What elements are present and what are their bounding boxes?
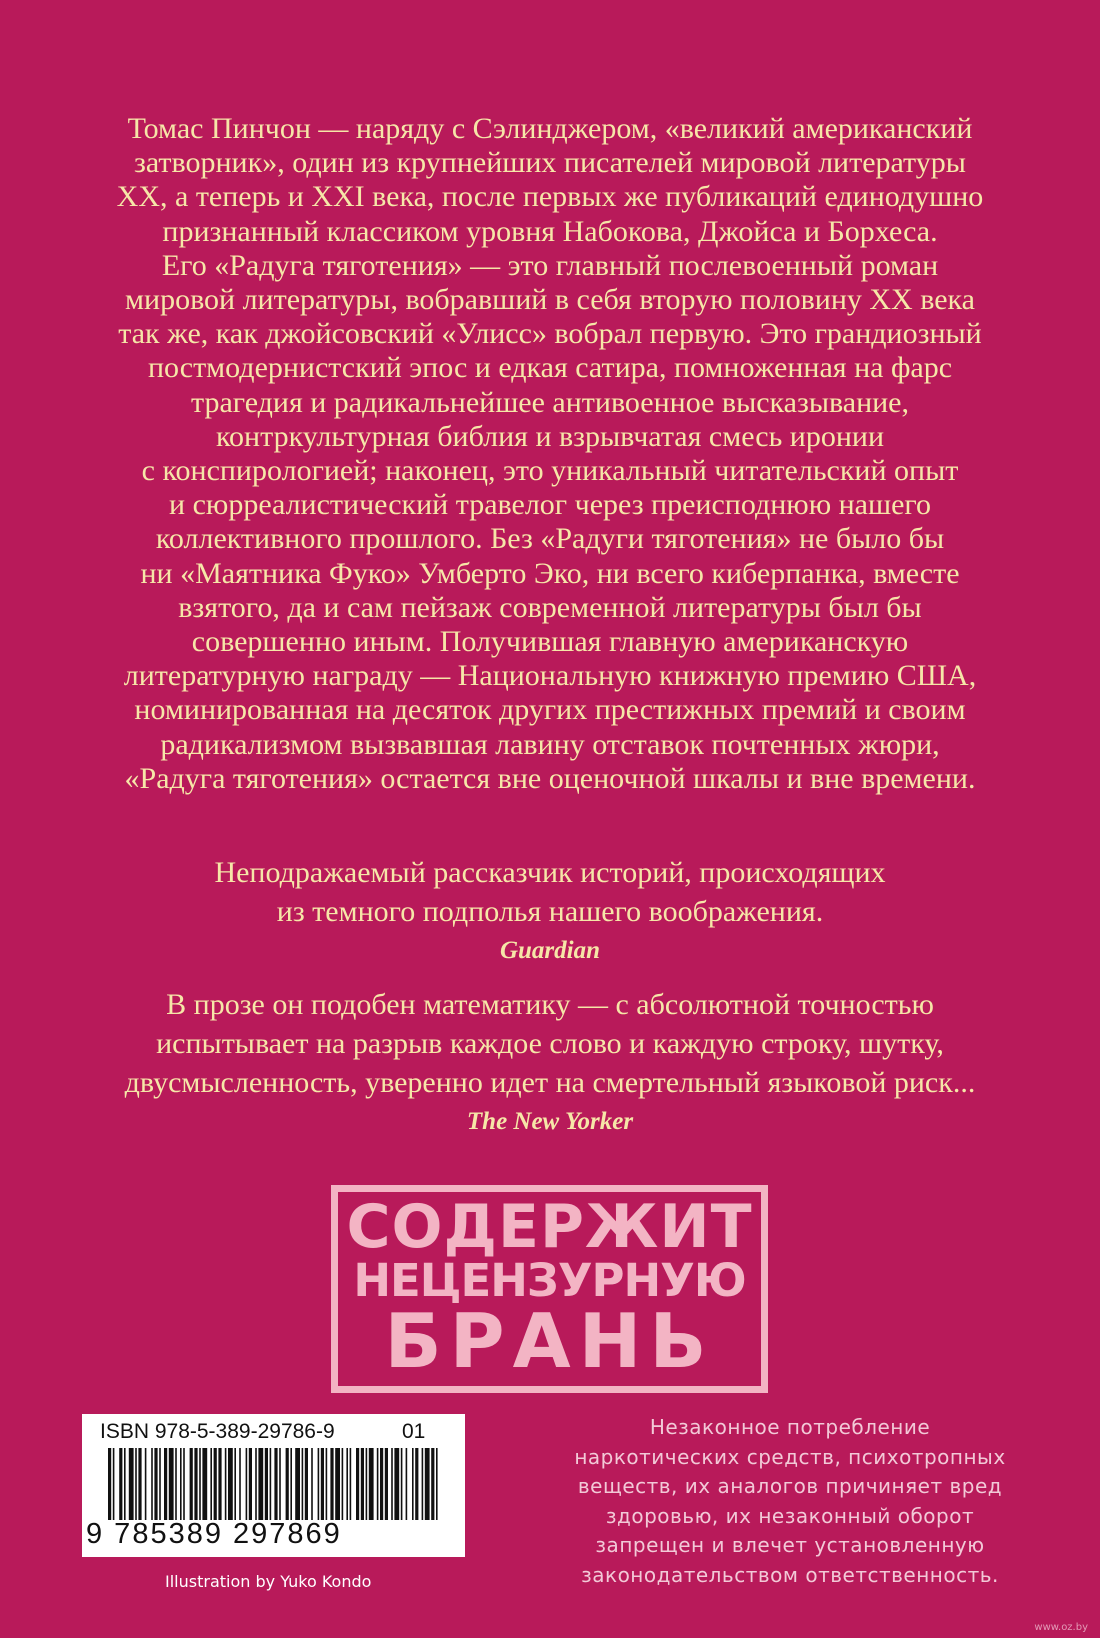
barcode-bar	[385, 1448, 388, 1520]
barcode-bar	[401, 1448, 403, 1520]
barcode-bar	[258, 1448, 263, 1520]
barcode-bar	[202, 1448, 207, 1520]
warning-line: веществ, их аналогов причиняет вред	[577, 1474, 1003, 1498]
barcode-bar	[214, 1448, 217, 1520]
barcode-bar	[302, 1448, 304, 1520]
barcode-bar	[234, 1448, 236, 1520]
blurb-line: мировой литературы, вобравший в себя вторую половину XX века	[125, 283, 975, 317]
isbn-barcode	[82, 1414, 465, 1557]
blurb-line: XX, а теперь и XXI века, после первых же публикаций единодушно	[116, 180, 984, 214]
profanity-warning-stamp	[331, 1185, 768, 1393]
barcode-bar	[391, 1448, 393, 1520]
site-watermark: www.oz.by	[1034, 1622, 1088, 1633]
barcode-bar	[159, 1448, 161, 1520]
barcode-bar	[108, 1448, 111, 1520]
blurb-line: совершенно иным. Получившая главную американскую	[191, 625, 909, 659]
warning-line: Незаконное потребление	[649, 1415, 931, 1439]
blurb-line: «Радуга тяготения» остается вне оценочной шкалы и вне времени.	[124, 761, 976, 795]
barcode-bar	[436, 1448, 438, 1520]
barcode-bar	[274, 1448, 277, 1520]
barcode-bar	[361, 1448, 364, 1520]
review-quote-guardian	[86, 853, 1014, 970]
illustration-credit: Illustration by Yuko Kondo	[165, 1572, 372, 1591]
blurb-line: Его «Радуга тяготения» — это главный послевоенный роман	[161, 248, 939, 282]
blurb-line: трагедия и радикальнейшее антивоенное высказывание,	[191, 385, 909, 419]
quote-line: двусмысленность, уверенно идет на смертельный языковой риск...	[124, 1066, 976, 1099]
barcode-bar	[265, 1448, 268, 1520]
barcode-bar	[145, 1448, 147, 1520]
ean-digits: 9 785389 297869	[86, 1518, 342, 1550]
barcode-bar	[154, 1448, 157, 1520]
barcode-bar	[129, 1448, 134, 1520]
barcode-bar	[255, 1448, 257, 1520]
barcode-bar	[295, 1448, 300, 1520]
quote-line: В прозе он подобен математику — с абсолютной точностью	[166, 988, 934, 1021]
barcode-bar	[335, 1448, 340, 1520]
barcode-bar	[311, 1448, 313, 1520]
blurb-line: номинированная на десяток других престижных премий и своим	[134, 693, 966, 727]
barcode-bar	[318, 1448, 320, 1520]
blurb-line: постмодернистский эпос и едкая сатира, помноженная на фарс	[147, 351, 953, 385]
barcode-bar	[175, 1448, 177, 1520]
quote-line: из темного подполья нашего воображения.	[276, 895, 824, 928]
barcode-bar	[346, 1448, 348, 1520]
quote-line: Неподражаемый рассказчик историй, происходящих	[214, 856, 886, 889]
barcode-bar	[194, 1448, 197, 1520]
barcode-bar	[425, 1448, 430, 1520]
blurb-line: ни «Маятника Фуко» Умберто Эко, ни всего киберпанка, вместе	[140, 556, 960, 590]
barcode-bar	[380, 1448, 383, 1520]
barcode-bar	[138, 1448, 141, 1520]
blurb-line: радикализмом вызвавшая лавину отставок почтенных жюри,	[160, 727, 940, 761]
barcode-bar	[113, 1448, 115, 1520]
barcode-bar	[356, 1448, 359, 1520]
barcode-bar	[366, 1448, 368, 1520]
blurb-line: с конспирологией; наконец, это уникальный читательский опыт	[141, 454, 959, 488]
blurb-line: затворник», один из крупнейших писателей мировой литературы	[134, 146, 966, 180]
barcode-bar	[239, 1448, 241, 1520]
blurb-line: Томас Пинчон — наряду с Сэлинджером, «великий американский	[127, 112, 973, 145]
warning-line: запрещен и влечет установленную	[595, 1533, 985, 1557]
barcode-bar	[412, 1448, 414, 1520]
barcode-bar	[422, 1448, 424, 1520]
barcode-bar	[151, 1448, 153, 1520]
barcode-bar	[180, 1448, 182, 1520]
barcode-bar	[190, 1448, 193, 1520]
barcode-bar	[183, 1448, 185, 1520]
barcode-addon-label: 01	[402, 1420, 426, 1443]
barcode-bar	[119, 1448, 122, 1520]
drug-warning	[530, 1413, 1050, 1590]
quote-source: The New Yorker	[466, 1108, 634, 1135]
barcode-bar	[286, 1448, 289, 1520]
barcode-bar	[199, 1448, 201, 1520]
blurb-line: контркультурная библия и взрывчатая смесь иронии	[215, 419, 884, 453]
barcode-bar	[210, 1448, 212, 1520]
warning-line: наркотических средств, психотропных	[574, 1444, 1006, 1469]
barcode-bar	[164, 1448, 167, 1520]
barcode-bar	[330, 1448, 333, 1520]
barcode-bar	[279, 1448, 281, 1520]
barcode-bar	[431, 1448, 434, 1520]
barcode-bar	[394, 1448, 399, 1520]
barcode-bar	[169, 1448, 174, 1520]
stamp-line: СОДЕРЖИТ	[346, 1192, 753, 1262]
quote-line: испытывает на разрыв каждое слово и каждую строку, шутку,	[156, 1027, 944, 1060]
isbn-label: ISBN 978-5-389-29786-9	[100, 1420, 335, 1443]
barcode-bar	[228, 1448, 233, 1520]
barcode-bar	[124, 1448, 126, 1520]
barcode-bar	[270, 1448, 272, 1520]
barcode-bars	[108, 1448, 448, 1520]
barcode-bar	[406, 1448, 408, 1520]
warning-line: законодательством ответственность.	[581, 1562, 999, 1587]
blurb-line: литературную награду — Национальную книжную премию США,	[123, 659, 977, 693]
stamp-line: БРАНЬ	[384, 1297, 715, 1385]
blurb-line: и сюрреалистический травелог через преисподнюю нашего	[169, 488, 931, 522]
barcode-bar	[321, 1448, 324, 1520]
stamp-line: НЕЦЕНЗУРНУЮ	[353, 1254, 746, 1307]
barcode-bar	[225, 1448, 227, 1520]
barcode-bar	[415, 1448, 418, 1520]
barcode-bar	[377, 1448, 379, 1520]
quote-source: Guardian	[499, 937, 601, 964]
blurb-line: так же, как джойсовский «Улисс» вобрал первую. Это грандиозный	[118, 317, 982, 351]
barcode-bar	[249, 1448, 252, 1520]
blurb	[86, 112, 1014, 796]
barcode-bar	[218, 1448, 221, 1520]
barcode-bar	[135, 1448, 137, 1520]
review-quote-new-yorker	[86, 985, 1014, 1141]
blurb-line: коллективного прошлого. Без «Радуги тяготения» не было бы	[155, 522, 945, 556]
barcode-bar	[246, 1448, 248, 1520]
barcode-bar	[369, 1448, 374, 1520]
blurb-line: взятого, да и сам пейзаж современной литературы был бы	[178, 590, 922, 624]
barcode-bar	[342, 1448, 344, 1520]
warning-line: здоровью, их незаконный оборот	[605, 1503, 975, 1528]
blurb-line: признанный классиком уровня Набокова, Джойса и Борхеса.	[162, 214, 938, 248]
barcode-bar	[350, 1448, 352, 1520]
barcode-bar	[290, 1448, 292, 1520]
barcode-bar	[326, 1448, 328, 1520]
barcode-bar	[305, 1448, 308, 1520]
